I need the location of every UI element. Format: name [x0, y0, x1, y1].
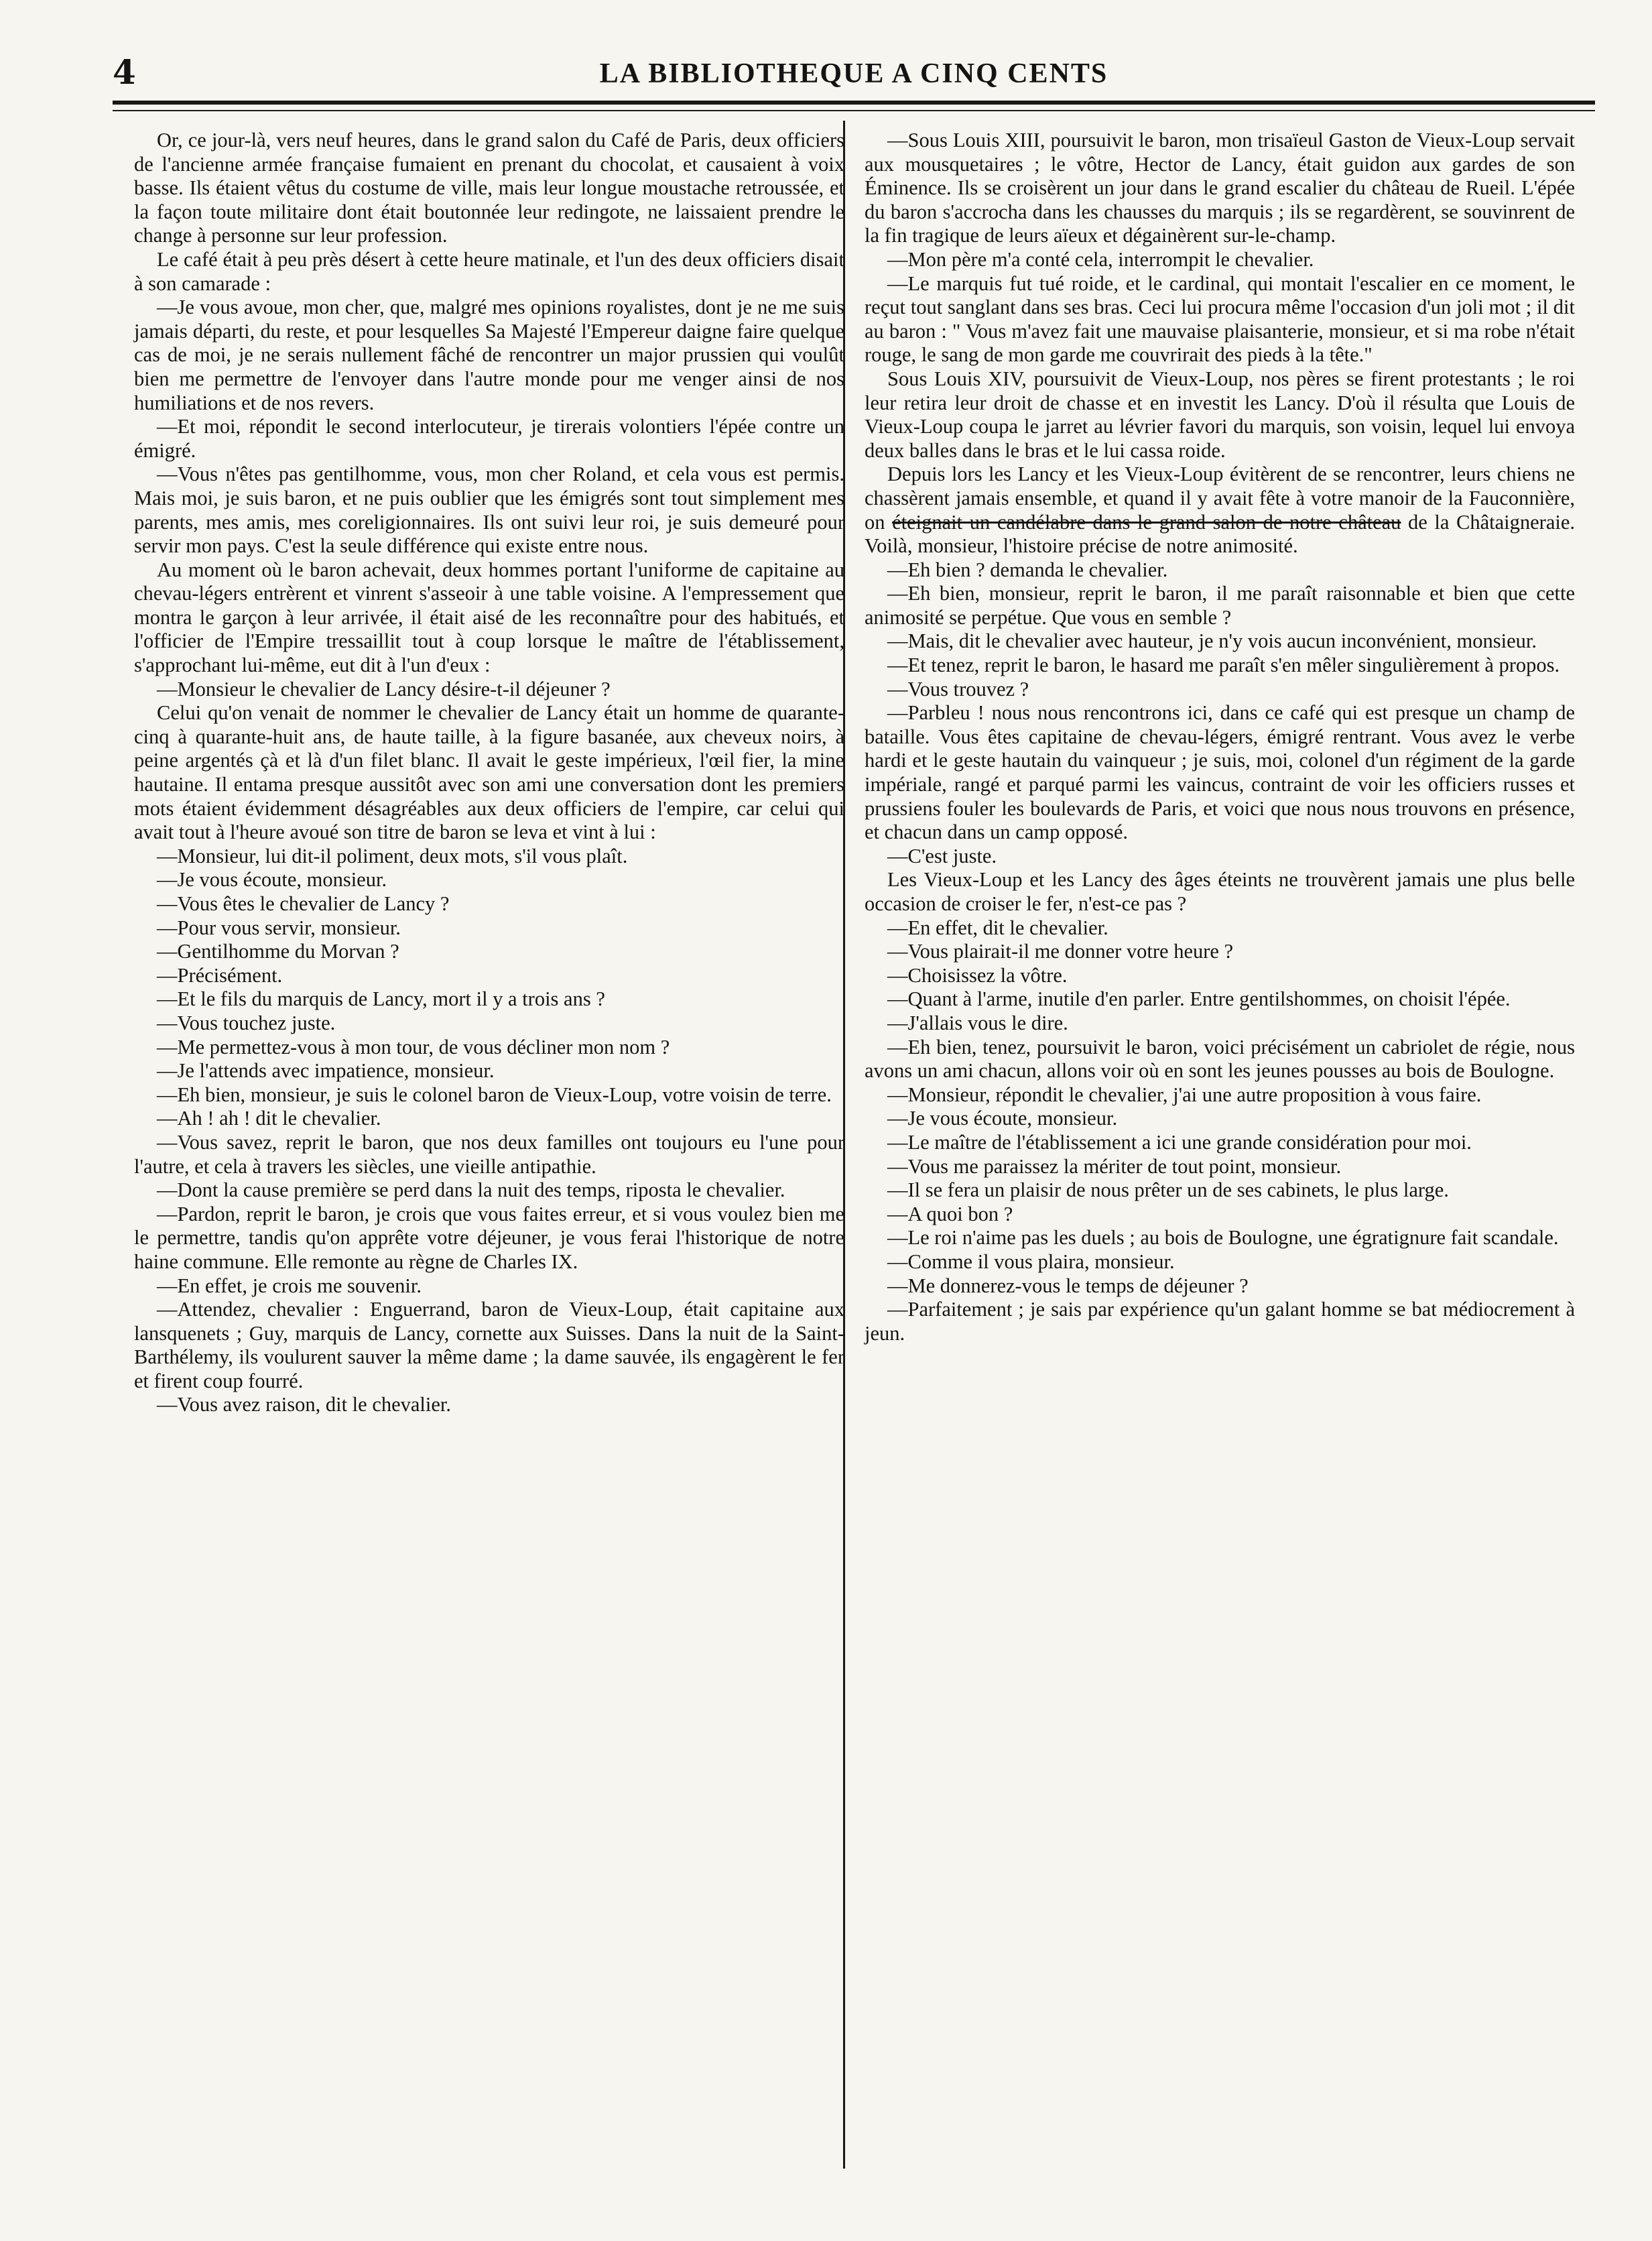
paragraph: —Sous Louis XIII, poursuivit le baron, mon trisaïeul Gaston de Vieux-Loup servait aux mousquetaires ; le vôtre, Hector de Lancy, était guidon aux gardes de son Éminence. Ils se croisèrent un jour dans le grand escalier du château de Rueil. L'épée du baron s'accrocha dans les chausses du marquis ; ils se regardèrent, se souvinrent de la fin tragique de leurs aïeux et dégainèrent sur-le-champ. — [865, 129, 1575, 247]
paragraph: —Je vous écoute, monsieur. — [157, 868, 387, 892]
paragraph: —A quoi bon ? — [887, 1202, 1013, 1225]
paragraph: —Comme il vous plaira, monsieur. — [887, 1250, 1175, 1273]
paragraph: —Me permettez-vous à mon tour, de vous décliner mon nom ? — [157, 1035, 670, 1058]
paragraph: —Quant à l'arme, inutile d'en parler. Entre gentilshommes, on choisit l'épée. — [887, 987, 1511, 1011]
paragraph: —Mais, dit le chevalier avec hauteur, je n'y vois aucun inconvénient, monsieur. — [887, 629, 1537, 653]
paragraph: —Dont la cause première se perd dans la nuit des temps, riposta le chevalier. — [157, 1178, 785, 1202]
header-rule-thin — [113, 110, 1595, 111]
paragraph: —Vous savez, reprit le baron, que nos deux familles ont toujours eu l'une pour l'autre, et cela à travers les siècles, une vieille antipathie. — [134, 1130, 844, 1178]
paragraph: —Attendez, chevalier : Enguerrand, baron de Vieux-Loup, était capitaine aux lansquenets ; Guy, marquis de Lancy, cornette aux Suisses. Dans la nuit de la Saint-Barthélemy, ils voulurent sauver la même dame ; la dame sauvée, ils engagèrent le fer et firent coup fourré. — [134, 1298, 844, 1392]
paragraph: —En effet, dit le chevalier. — [887, 916, 1108, 939]
paragraph: Sous Louis XIV, poursuivit de Vieux-Loup, nos pères se firent protestants ; le roi leur retira leur droit de chasse et en investit les Lancy. D'où il résulta que Louis de Vieux-Loup coupa le jarret au lévrier favori du marquis, son voisin, lequel lui envoya deux balles dans le bras et le lui cassa roide. — [865, 367, 1575, 462]
paragraph: —Eh bien, monsieur, je suis le colonel baron de Vieux-Loup, votre voisin de terre. — [157, 1083, 832, 1106]
paragraph: Le café était à peu près désert à cette heure matinale, et l'un des deux officiers disait à son camarade : — [134, 247, 844, 295]
paragraph: —Et tenez, reprit le baron, le hasard me paraît s'en mêler singulièrement à propos. — [887, 654, 1560, 677]
paragraph: Les Vieux-Loup et les Lancy des âges éteints ne trouvèrent jamais une plus belle occasion de croiser le fer, n'est-ce pas ? — [865, 868, 1575, 915]
page-header — [113, 52, 1595, 101]
struck-through-line: éteignait un candélabre dans le grand salon de notre château — [892, 510, 1401, 534]
paragraph: —En effet, je crois me souvenir. — [157, 1274, 422, 1297]
paragraph: —Pardon, reprit le baron, je crois que vous faites erreur, et si vous voulez bien me le permettre, tandis qu'on apprête votre déjeuner, je vous ferai l'historique de notre haine commune. Elle remonte au règne de Charles IX. — [134, 1202, 844, 1273]
paragraph: —Le maître de l'établissement a ici une grande considération pour moi. — [887, 1130, 1472, 1154]
paragraph-end: de la Châtaigneraie. Voilà, monsieur, l'histoire précise de notre animosité. — [865, 510, 1575, 558]
paragraph: —Pour vous servir, monsieur. — [157, 916, 401, 939]
paragraph: —Le marquis fut tué roide, et le cardinal, qui montait l'escalier en ce moment, le reçut tout sanglant dans ses bras. Ceci lui procura même l'occasion d'un joli mot ; il dit au baron : " Vous m'avez fait une mauvaise plaisanterie, monsieur, et si ma robe n'était rouge, le sang de mon garde me couvrirait des pieds à la tête." — [865, 271, 1575, 367]
paragraph: —Le roi n'aime pas les duels ; au bois de Boulogne, une égratignure fait scandale. — [887, 1226, 1559, 1250]
paragraph: —Parbleu ! nous nous rencontrons ici, dans ce café qui est presque un champ de bataille. Vous êtes capitaine de chevau-légers, émigré rentrant. Vous avez le verbe hardi et le geste hautain du vainqueur ; je suis, moi, colonel d'un régiment de la garde impériale, rangé et parqué parmi les vaincus, contraint de voir les officiers russes et prussiens fouler les boulevards de Paris, et voici que nous nous trouvons en présence, et chacun dans un camp opposé. — [865, 701, 1575, 844]
paragraph: —Eh bien, tenez, poursuivit le baron, voici précisément un cabriolet de régie, nous avons un ami chacun, allons voir où en sont les jeunes pousses au bois de Boulogne. — [865, 1035, 1575, 1083]
paragraph: —Me donnerez-vous le temps de déjeuner ? — [887, 1274, 1249, 1297]
paragraph: —Vous avez raison, dit le chevalier. — [157, 1393, 452, 1416]
paragraph: Or, ce jour-là, vers neuf heures, dans le grand salon du Café de Paris, deux officiers de l'ancienne armée française fumaient en prenant du chocolat, et causaient à voix basse. Ils étaient vêtus du costume de ville, mais leur longue moustache retroussée, et la façon toute militaire dont était boutonnée leur redingote, ne laissaient prendre le change à personne sur leur profession. — [134, 129, 844, 247]
paragraph: —Précisément. — [157, 963, 283, 987]
paragraph: —Il se fera un plaisir de nous prêter un de ses cabinets, le plus large. — [887, 1178, 1449, 1202]
paragraph: —Vous plairait-il me donner votre heure ? — [887, 940, 1234, 963]
paragraph: —Vous n'êtes pas gentilhomme, vous, mon cher Roland, et cela vous est permis. Mais moi, je suis baron, et ne puis oublier que les émigrés sont tout simplement mes parents, mes amis, mes coreligionnaires. Ils ont suivi leur roi, je suis demeuré pour servir mon pays. C'est la seule différence qui existe entre nous. — [134, 463, 844, 558]
paragraph: Celui qu'on venait de nommer le chevalier de Lancy était un homme de quarante-cinq à quarante-huit ans, de haute taille, à la figure basanée, aux cheveux noirs, à peine argentés çà et là d'un filet blanc. Il avait le geste impérieux, l'œil fier, la mine hautaine. Il entama presque aussitôt avec son ami une conversation dont les premiers mots étaient évidemment désagréables aux deux officiers de l'empire, car celui qui avait tout à l'heure avoué son titre de baron se leva et vint à lui : — [134, 701, 844, 844]
paragraph: —Je vous avoue, mon cher, que, malgré mes opinions royalistes, dont je ne me suis jamais départi, du reste, et pour lesquelles Sa Majesté l'Empereur daigne faire quelque cas de moi, je ne serais nullement fâché de rencontrer un major prussien qui voulût bien me permettre de l'envoyer dans l'autre monde pour me venger ainsi de nos humiliations et de nos revers. — [134, 296, 844, 414]
paragraph: —Eh bien, monsieur, reprit le baron, il me paraît raisonnable et bien que cette animosité se perpétue. Que vous en semble ? — [865, 582, 1575, 629]
paragraph: —Et moi, répondit le second interlocuteur, je tirerais volontiers l'épée contre un émigré. — [134, 415, 844, 462]
paragraph: Au moment où le baron achevait, deux hommes portant l'uniforme de capitaine au chevau-légers entrèrent et vinrent s'asseoir à une table voisine. A l'empressement que montra le garçon à leur arrivée, il était aisé de les reconnaître pour des habitués, et l'officier de l'Empire tressaillit tout à coup lorsque le maître de l'établissement, s'approchant lui-même, eut dit à l'un d'eux : — [134, 558, 844, 677]
paragraph: —Choisissez la vôtre. — [887, 963, 1068, 987]
paragraph: —Vous touchez juste. — [157, 1011, 336, 1034]
paragraph: —Mon père m'a conté cela, interrompit le chevalier. — [887, 247, 1314, 271]
header-rule-thick — [113, 101, 1595, 105]
paragraph: —Je vous écoute, monsieur. — [887, 1107, 1118, 1130]
journal-title: LA BIBLIOTHEQUE A CINQ CENTS — [599, 58, 1108, 89]
paragraph: —Vous trouvez ? — [887, 677, 1029, 701]
paragraph: —Monsieur, lui dit-il poliment, deux mots, s'il vous plaît. — [157, 844, 628, 867]
paragraph: —Monsieur, répondit le chevalier, j'ai une autre proposition à vous faire. — [887, 1083, 1482, 1106]
paragraph: —Gentilhomme du Morvan ? — [157, 940, 399, 963]
paragraph: —Vous me paraissez la mériter de tout point, monsieur. — [887, 1154, 1342, 1178]
paragraph: —Et le fils du marquis de Lancy, mort il y a trois ans ? — [157, 987, 605, 1011]
paragraph: —Ah ! ah ! dit le chevalier. — [157, 1107, 381, 1130]
paragraph: —Monsieur le chevalier de Lancy désire-t-il déjeuner ? — [157, 677, 611, 701]
paragraph: —C'est juste. — [887, 844, 997, 867]
page-number: 4 — [113, 52, 136, 92]
paragraph-with-strikethrough — [865, 463, 1575, 558]
left-column — [134, 129, 844, 1417]
right-column — [865, 129, 1575, 1345]
paragraph: —Vous êtes le chevalier de Lancy ? — [157, 892, 450, 915]
paragraph: —Je l'attends avec impatience, monsieur. — [157, 1059, 495, 1083]
paragraph: —Parfaitement ; je sais par expérience qu'un galant homme se bat médiocrement à jeun. — [865, 1298, 1575, 1345]
paragraph: —Eh bien ? demanda le chevalier. — [887, 558, 1168, 581]
paragraph: —J'allais vous le dire. — [887, 1011, 1068, 1034]
paragraph-start: Depuis lors les Lancy et les Vieux-Loup évitèrent de se rencontrer, leurs chiens ne chassèrent jamais ensemble, et quand il y avait fête à votre manoir de la Fauconnière, on — [865, 463, 1575, 534]
